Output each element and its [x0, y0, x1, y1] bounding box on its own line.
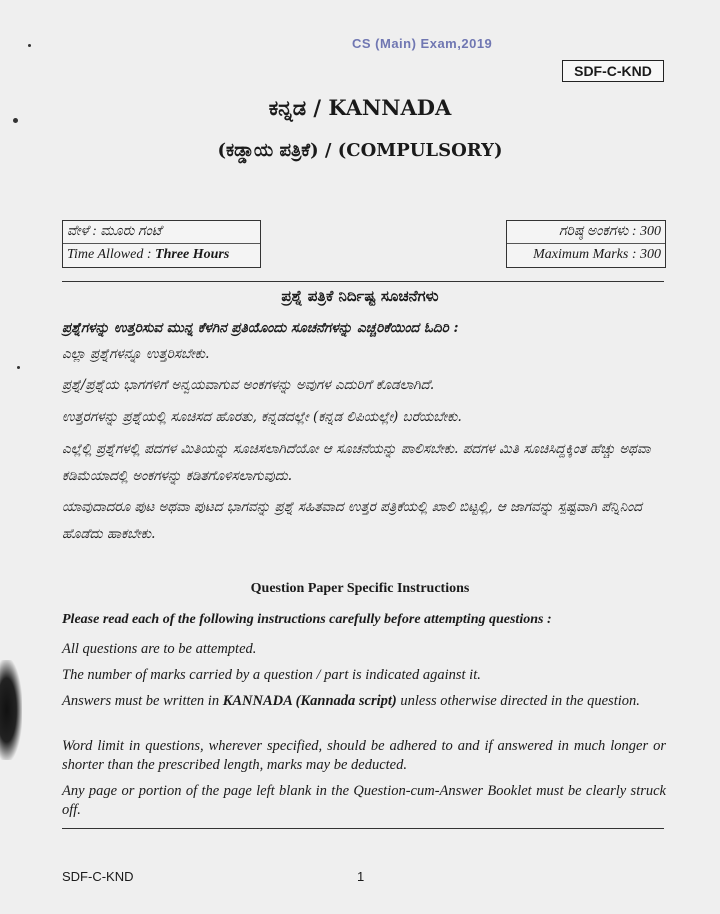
- time-allowed-label: Time Allowed :: [67, 247, 156, 262]
- english-instruction-3-emphasis: KANNADA (Kannada script): [222, 693, 397, 709]
- maximum-marks-kannada: ಗರಿಷ್ಠ ಅಂಕಗಳು : 300: [558, 224, 661, 239]
- top-divider: [62, 281, 664, 282]
- english-instruction-3-start: Answers must be written in: [62, 693, 223, 709]
- scan-speck: [28, 44, 31, 47]
- scan-speck: [13, 118, 18, 123]
- exam-stamp: CS (Main) Exam,2019: [352, 36, 493, 51]
- english-instruction-3-end: unless otherwise directed in the question.: [396, 693, 640, 709]
- kannada-instruction-1: ಎಲ್ಲಾ ಪ್ರಶ್ನೆಗಳನ್ನೂ ಉತ್ತರಿಸಬೇಕು.: [62, 346, 210, 362]
- paper-code-box: SDF-C-KND: [562, 60, 664, 82]
- bottom-divider: [62, 828, 664, 829]
- english-instruction-3: [62, 692, 666, 711]
- kannada-instruction-4: ಎಲ್ಲೆಲ್ಲಿ ಪ್ರಶ್ನೆಗಳಲ್ಲಿ ಪದಗಳ ಮಿತಿಯನ್ನು ಸೂಚಿಸಲಾಗಿದೆಯೋ ಆ ಸೂಚನೆಯನ್ನು ಪಾಲಿಸಬೇಕು. ಪದಗಳ ಮಿತಿ ಸೂಚಿಸಿದ್ದಕ್ಕಿಂತ ಹೆಚ್ಚು ಅಥವಾ ಕಡಿಮೆಯಾದಲ್ಲಿ ಅಂಕಗಳನ್ನು ಕಡಿತಗೊಳಿಸಲಾಗುವುದು.: [62, 441, 651, 484]
- english-instruction-1: All questions are to be attempted.: [62, 641, 257, 657]
- time-allowed-value: Three Hours: [155, 247, 230, 262]
- footer-paper-code: SDF-C-KND: [62, 869, 134, 884]
- page-number: 1: [357, 869, 365, 884]
- kannada-instruction-2: ಪ್ರಶ್ನೆ/ಪ್ರಶ್ನೆಯ ಭಾಗಗಳಿಗೆ ಅನ್ವಯವಾಗುವ ಅಂಕಗಳನ್ನು ಅವುಗಳ ಎದುರಿಗೆ ಕೊಡಲಾಗಿದೆ.: [62, 377, 435, 393]
- kannada-instructions-lead: ಪ್ರಶ್ನೆಗಳನ್ನು ಉತ್ತರಿಸುವ ಮುನ್ನ ಕೆಳಗಿನ ಪ್ರತಿಯೊಂದು ಸೂಚನೆಗಳನ್ನು ಎಚ್ಚರಿಕೆಯಿಂದ ಓದಿರಿ :: [62, 320, 459, 336]
- paper-subtitle: (ಕಡ್ಡಾಯ ಪತ್ರಿಕೆ) / (COMPULSORY): [217, 140, 503, 161]
- time-allowed-box: [62, 220, 261, 268]
- english-instruction-4: Word limit in questions, wherever specified, should be adhered to and if answered in much longer or shorter than the prescribed length, marks may be deducted.: [62, 738, 666, 773]
- kannada-instruction-5: ಯಾವುದಾದರೂ ಪುಟ ಅಥವಾ ಪುಟದ ಭಾಗವನ್ನು ಪ್ರಶ್ನೆ ಸಹಿತವಾದ ಉತ್ತರ ಪತ್ರಿಕೆಯಲ್ಲಿ ಖಾಲಿ ಬಿಟ್ಟಲ್ಲಿ, ಆ ಜಾಗವನ್ನು ಸ್ಪಷ್ಟವಾಗಿ ಪೆನ್ನಿನಿಂದ ಹೊಡೆದು ಹಾಕಬೇಕು.: [62, 499, 642, 542]
- english-instructions-heading: Question Paper Specific Instructions: [250, 581, 470, 596]
- time-allowed-english: [63, 243, 260, 266]
- time-allowed-kannada: ವೇಳೆ : ಮೂರು ಗಂಟೆ: [67, 224, 162, 239]
- kannada-instruction-3: ಉತ್ತರಗಳನ್ನು ಪ್ರಶ್ನೆಯಲ್ಲಿ ಸೂಚಿಸದ ಹೊರತು, ಕನ್ನಡದಲ್ಲೇ (ಕನ್ನಡ ಲಿಪಿಯಲ್ಲೇ) ಬರೆಯಬೇಕು.: [62, 409, 462, 425]
- kannada-instructions-heading: ಪ್ರಶ್ನೆ ಪತ್ರಿಕೆ ನಿರ್ದಿಷ್ಟ ಸೂಚನೆಗಳು: [281, 287, 439, 305]
- scan-smudge: [0, 660, 22, 760]
- maximum-marks-english: Maximum Marks : 300: [507, 243, 665, 266]
- english-instruction-5: Any page or portion of the page left blank in the Question-cum-Answer Booklet must be clearly struck off.: [62, 783, 666, 818]
- maximum-marks-box: [506, 220, 666, 268]
- scan-speck: [17, 366, 20, 369]
- english-instructions-lead: Please read each of the following instructions carefully before attempting questions :: [62, 612, 552, 627]
- english-instruction-2: The number of marks carried by a question / part is indicated against it.: [62, 667, 481, 683]
- paper-title: ಕನ್ನಡ / KANNADA: [268, 95, 452, 120]
